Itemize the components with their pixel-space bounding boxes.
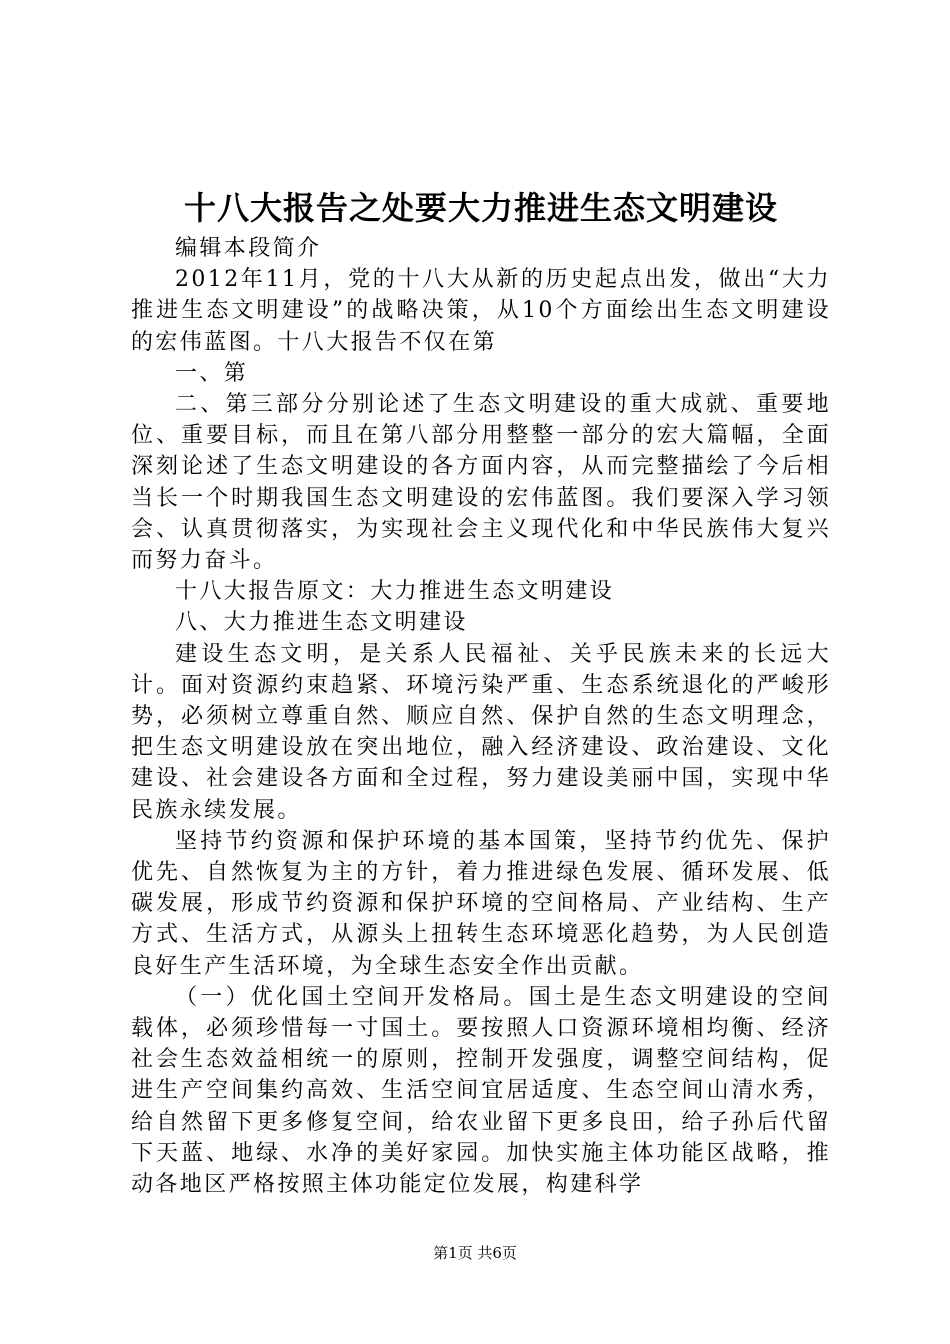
paragraph: 八、大力推进生态文明建设 (175, 610, 468, 636)
paragraph: 2012年11月，党的十八大从新的历史起点出发，做出“大力推进生态文明建设”的战略决策，从10个方面绘出生态文明建设的宏伟蓝图。十八大报告不仅在第 (131, 267, 831, 355)
paragraph: 坚持节约资源和保护环境的基本国策，坚持节约优先、保护优先、自然恢复为主的方针，着力推进绿色发展、循环发展、低碳发展，形成节约资源和保护环境的空间格局、产业结构、生产方式、生活方式，从源头上扭转生态环境恶化趋势，为人民创造良好生产生活环境，为全球生态安全作出贡献。 (131, 828, 831, 979)
paragraph: 十八大报告原文：大力推进生态文明建设 (175, 579, 615, 605)
document-title: 十八大报告之处要大力推进生态文明建设 (183, 189, 778, 227)
document-body (131, 233, 831, 1200)
paragraph: （一）优化国土空间开发格局。国土是生态文明建设的空间载体，必须珍惜每一寸国土。要按照人口资源环境相均衡、经济社会生态效益相统一的原则，控制开发强度，调整空间结构，促进生产空间集约高效、生活空间宜居适度、生态空间山清水秀，给自然留下更多修复空间，给农业留下更多良田，给子孙后代留下天蓝、地绿、水净的美好家园。加快实施主体功能区战略，推动各地区严格按照主体功能定位发展，构建科学 (131, 984, 831, 1198)
paragraph: 一、第 (175, 360, 249, 386)
paragraph: 二、第三部分分别论述了生态文明建设的重大成就、重要地位、重要目标，而且在第八部分用整整一部分的宏大篇幅，全面深刻论述了生态文明建设的各方面内容，从而完整描绘了今后相当长一个时期我国生态文明建设的宏伟蓝图。我们要深入学习领会、认真贯彻落实，为实现社会主义现代化和中华民族伟大复兴而努力奋斗。 (131, 392, 831, 574)
paragraph: 建设生态文明，是关系人民福祉、关乎民族未来的长远大计。面对资源约束趋紧、环境污染严重、生态系统退化的严峻形势，必须树立尊重自然、顺应自然、保护自然的生态文明理念，把生态文明建设放在突出地位，融入经济建设、政治建设、文化建设、社会建设各方面和全过程，努力建设美丽中国，实现中华民族永续发展。 (131, 641, 831, 823)
page-number-footer: 第1页 共6页 (433, 1244, 517, 1262)
paragraph: 编辑本段简介 (175, 236, 322, 261)
